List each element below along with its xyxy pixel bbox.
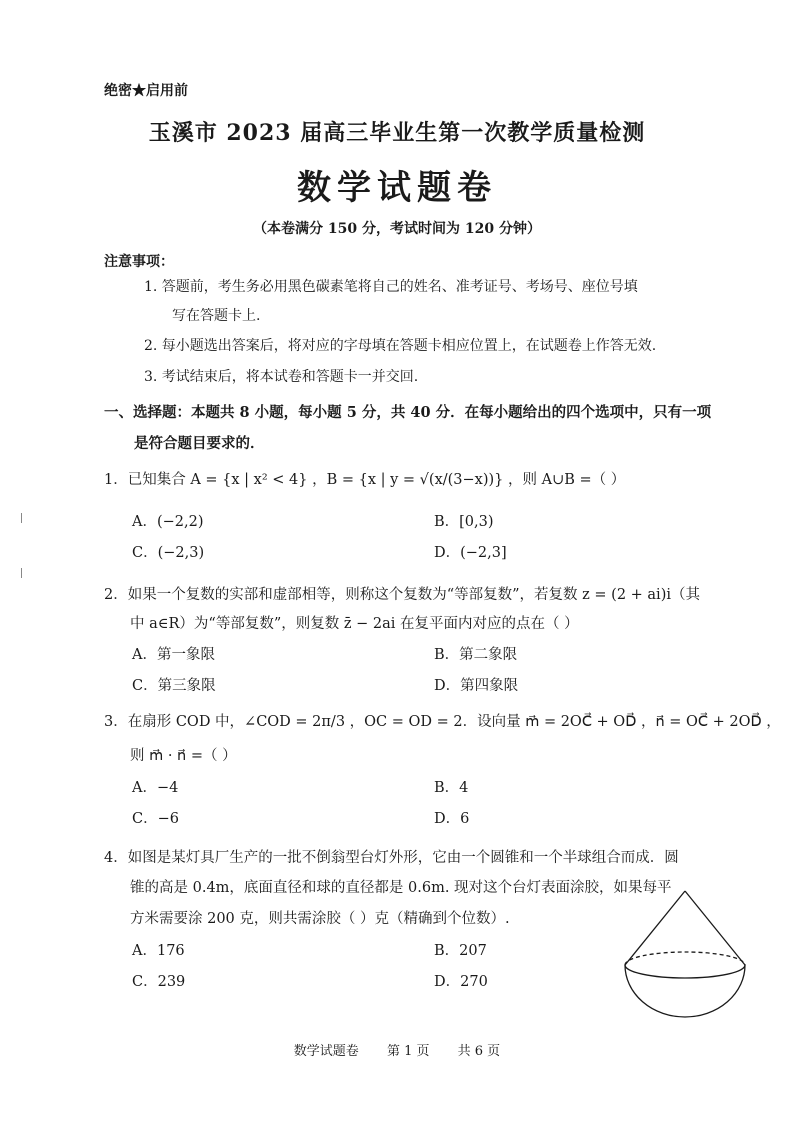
question-2-stem-cont: 中 a∈R）为“等部复数”，则复数 z̄ − 2ai 在复平面内对应的点在（ ） (130, 616, 579, 632)
page-footer (0, 1040, 794, 1059)
question-4-option-a: A．176 (132, 943, 185, 959)
question-4-option-d: D．270 (434, 974, 488, 990)
question-3-option-a: A．−4 (132, 780, 179, 796)
notice-item: 写在答题卡上. (172, 308, 261, 324)
scan-edge-mark (21, 513, 22, 523)
confidential-label: 绝密★启用前 (104, 83, 188, 99)
notice-item: 2. 每小题选出答案后，将对应的字母填在答题卡相应位置上，在试题卷上作答无效. (144, 338, 657, 354)
question-3-option-c: C．−6 (132, 811, 179, 827)
question-2-option-d: D．第四象限 (434, 678, 519, 694)
question-4-option-b: B．207 (434, 943, 487, 959)
question-4-stem: 4．如图是某灯具厂生产的一批不倒翁型台灯外形，它由一个圆锥和一个半球组合而成．圆 (104, 850, 679, 866)
question-2-option-a: A．第一象限 (132, 647, 215, 663)
footer-total-pages: 共 6 页 (457, 1044, 501, 1059)
question-4-stem-cont: 锥的高是 0.4m，底面直径和球的直径都是 0.6m. 现对这个台灯表面涂胶，如果每平 (130, 880, 672, 896)
question-1-option-a: A．(−2,2) (132, 514, 204, 530)
notice-item: 1. 答题前，考生务必用黑色碳素笔将自己的姓名、准考证号、考场号、座位号填 (144, 279, 638, 295)
exam-info: （本卷满分 150 分，考试时间为 120 分钟） (253, 221, 541, 237)
section-heading-cont: 是符合题目要求的． (134, 435, 265, 452)
question-3-stem: 3．在扇形 COD 中，∠COD = 2π/3 ，OC = OD = 2．设向量 m⃗ = 2OC⃗ + OD⃗ ，n⃗ = OC⃗ + 2OD⃗ ， (104, 714, 781, 730)
question-4-option-c: C．239 (132, 974, 186, 990)
base-front-arc (625, 965, 745, 978)
base-back-arc (625, 952, 745, 965)
question-3-stem-cont: 则 m⃗ · n⃗ =（ ） (130, 748, 237, 764)
question-3-option-b: B．4 (434, 780, 469, 796)
question-1-option-b: B．[0,3) (434, 514, 494, 530)
question-1-option-c: C．(−2,3) (132, 545, 205, 561)
question-2-option-b: B．第二象限 (434, 647, 518, 663)
notice-item: 3. 考试结束后，将本试卷和答题卡一并交回. (144, 369, 419, 385)
section-heading: 一、选择题：本题共 8 小题，每小题 5 分，共 40 分．在每小题给出的四个选项中，只有一项 (104, 404, 712, 421)
cone-left-edge (625, 891, 685, 965)
scan-edge-mark (21, 568, 22, 578)
exam-title: 玉溪市 2023 届高三毕业生第一次教学质量检测 (148, 120, 646, 146)
hemisphere-arc (625, 965, 745, 1017)
notice-heading: 注意事项： (104, 254, 174, 270)
question-2-stem: 2．如果一个复数的实部和虚部相等，则称这个复数为“等部复数”，若复数 z = (2 + ai)i（其 (104, 587, 700, 603)
question-1-option-d: D．(−2,3] (434, 545, 507, 561)
question-2-option-c: C．第三象限 (132, 678, 216, 694)
question-3-option-d: D．6 (434, 811, 470, 827)
question-4-stem-cont: 方米需要涂 200 克，则共需涂胶（ ）克（精确到个位数）. (130, 911, 510, 927)
paper-title: 数学试题卷 (297, 168, 497, 208)
footer-title: 数学试题卷 (293, 1044, 359, 1059)
question-1-stem: 1．已知集合 A = {x | x² < 4} ，B = {x | y = √(x/(3−x))} ，则 A∪B =（ ） (104, 472, 626, 488)
lamp-figure (615, 885, 755, 1025)
footer-page-number: 第 1 页 (386, 1044, 430, 1059)
